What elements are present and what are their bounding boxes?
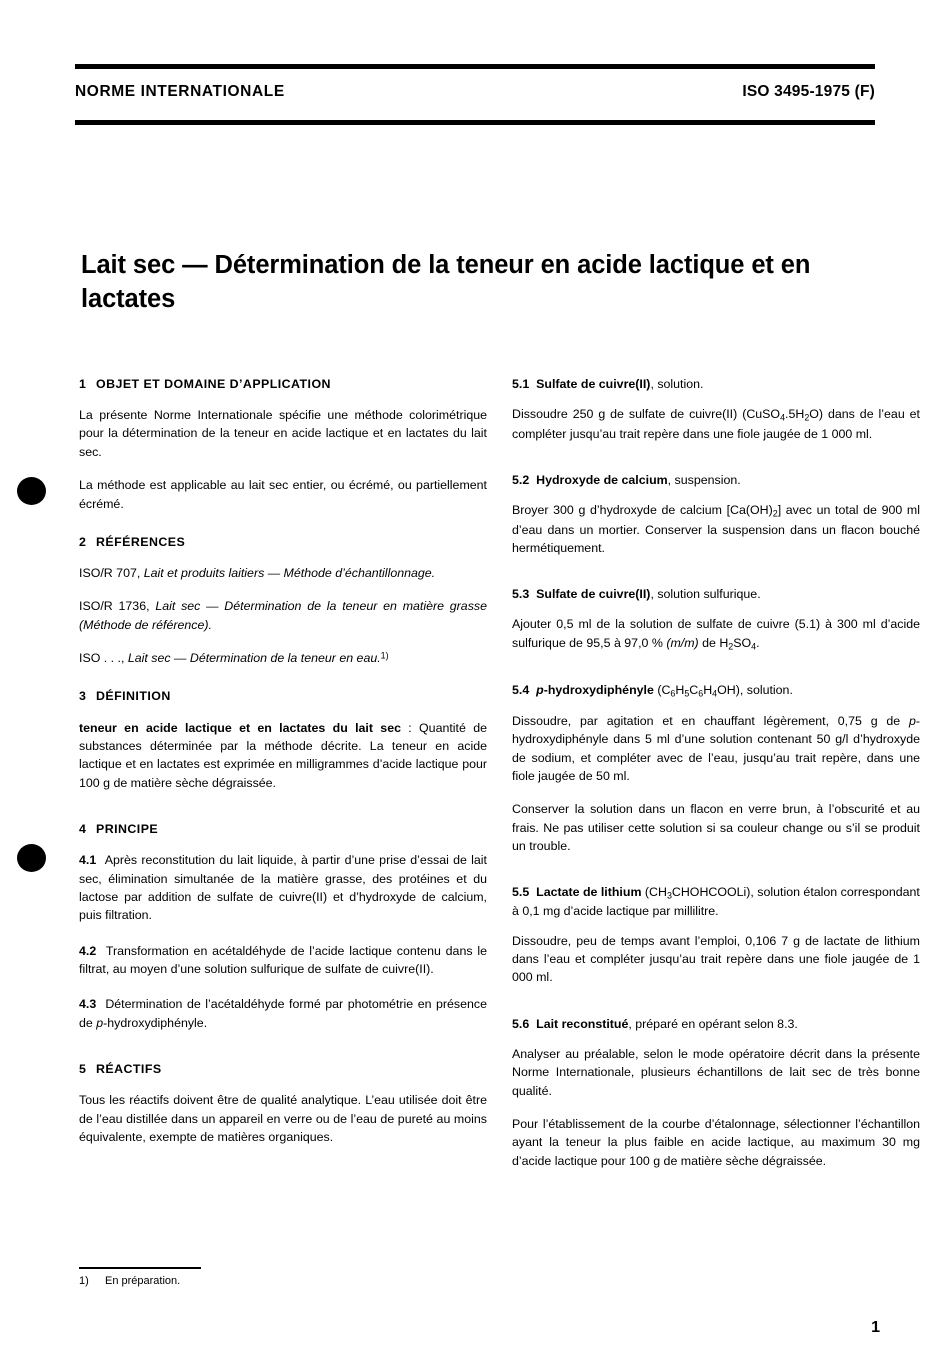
section-title: RÉACTIFS (96, 1062, 162, 1077)
subsection-5-1-body (512, 405, 920, 443)
chemical-prefix-italic: p (96, 1015, 104, 1030)
section-title: OBJET ET DOMAINE D’APPLICATION (96, 377, 331, 391)
subsection-heading-5-5 (512, 884, 920, 920)
subsection-number: 5.4 (512, 683, 530, 698)
subscript: 2 (772, 508, 778, 519)
formula-part: H (675, 683, 685, 698)
reagent-name: Lactate de lithium (536, 885, 642, 900)
text-part: Dissoudre, par agitation et en chauffant légèrement, 0,75 g de (512, 713, 909, 728)
text-part: O) dans de l’eau et compléter jusqu’au trait repère dans une fiole jaugée de 1 000 ml. (512, 406, 920, 441)
header-rule-bottom (75, 120, 875, 125)
reagent-name: Lait reconstitué (536, 1016, 629, 1031)
reference-item (79, 597, 487, 634)
reagent-form: , solution étalon correspondant à 0,1 mg d’acide lactique par millilitre. (512, 885, 920, 918)
formula-part: CHOHCOOLi) (671, 885, 751, 900)
reagent-name: Sulfate de cuivre(II) (536, 587, 651, 602)
text-part: SO (733, 635, 752, 650)
section-title: DÉFINITION (96, 689, 171, 704)
section1-paragraph-2: La méthode est applicable au lait sec entier, ou écrémé, ou partiellement écrémé. (79, 478, 487, 511)
text-part: Ajouter 0,5 ml de la solution de sulfate de cuivre (5.1) à 300 ml d’acide sulfurique de 95,5 à 97,0 % (512, 617, 920, 650)
definition-paragraph (79, 719, 487, 792)
reagent-form: , suspension. (667, 473, 741, 488)
subscript: 5 (684, 688, 690, 699)
subscript: 4 (751, 641, 757, 652)
subsection-5-4-body-1 (512, 712, 920, 785)
section-number: 4 (79, 822, 87, 837)
subsection-heading-5-2 (512, 472, 920, 490)
reference-title: Lait et produits laitiers — Méthode d’échantillonnage. (143, 566, 436, 581)
section-title: PRINCIPE (96, 822, 159, 837)
footnote-text: En préparation. (105, 1275, 181, 1287)
section-number: 3 (79, 689, 87, 704)
clause-text: Transformation en acétaldéhyde de l’acide lactique contenu dans le filtrat, au moyen d’une solution sulfurique de sulfate de cuivre(II). (79, 943, 487, 976)
reagent-name: Sulfate de cuivre(II) (536, 377, 651, 391)
subsection-heading-5-1 (512, 376, 920, 394)
section5-paragraph-1: Tous les réactifs doivent être de qualité analytique. L’eau utilisée doit être de l’eau distillée dans un appareil en verre ou de l’eau de pureté au moins équivalente, exempte de matières organiques. (79, 1093, 487, 1144)
definition-text: : Quantité de substances déterminée par la méthode décrite. La teneur en acide lactique et en lactates est exprimée en milligrammes d’acide lactique pour 100 g de matière sèche dégraissée. (79, 720, 487, 790)
page-number: 1 (871, 1319, 880, 1336)
reagent-form: , solution. (739, 683, 793, 698)
margin-dot-marker (17, 844, 46, 872)
section1-paragraph-1: La présente Norme Internationale spécifie une méthode colorimétrique pour la détermination de la teneur en acide lactique et en lactates du lait sec. (79, 408, 487, 459)
text-part: .5H (785, 406, 805, 421)
reference-code: ISO/R 1736, (79, 599, 156, 614)
clause-4-1 (79, 851, 487, 924)
reference-code: ISO/R 707, (79, 566, 144, 581)
footnote-marker: 1) (380, 650, 389, 661)
text-part: . (756, 635, 760, 650)
footnote (79, 1274, 180, 1289)
subsection-5-4-body-2: Conserver la solution dans un flacon en verre brun, à l’obscurité et au frais. Ne pas utiliser cette solution si sa couleur change ou s’il se produit un trouble. (512, 802, 920, 854)
clause-number: 4.1 (79, 853, 97, 868)
footnote-number: 1) (79, 1275, 89, 1287)
header-rule-top (75, 64, 875, 69)
section-heading-1 (79, 376, 487, 392)
clause-text: Après reconstitution du lait liquide, à partir d’une prise d’essai de lait sec, élimination simultanée de la matière grasse, des protéines et du lactose par addition de sulfate de cuivre(II) et d’hydroxyde de calcium, puis filtration. (79, 853, 487, 923)
subscript: 6 (670, 688, 676, 699)
section-number: 2 (79, 534, 87, 549)
margin-dot-marker (17, 477, 46, 505)
subsection-number: 5.1 (512, 377, 530, 391)
right-column (512, 376, 920, 1170)
formula-part: H (703, 683, 713, 698)
left-column (79, 376, 487, 1146)
clause-text-cont: -hydroxydiphényle. (103, 1015, 208, 1030)
reagent-form: , préparé en opérant selon 8.3. (628, 1016, 798, 1031)
subsection-5-3-body (512, 615, 920, 653)
clause-4-3 (79, 995, 487, 1032)
text-part: Dissoudre 250 g de sulfate de cuivre(II) (CuSO (512, 406, 781, 421)
subscript: 2 (728, 641, 734, 652)
subscript: 4 (712, 688, 718, 699)
subsection-number: 5.6 (512, 1016, 530, 1031)
subsection-5-6-body-1: Analyser au préalable, selon le mode opératoire décrit dans la présente Norme Internationale, plusieurs échantillons de lait sec de très bonne qualité. (512, 1046, 920, 1098)
section-heading-5 (79, 1061, 487, 1077)
header-standard-number: ISO 3495-1975 (F) (742, 83, 875, 100)
formula-part: (C (653, 683, 671, 698)
footnote-separator-rule (79, 1267, 201, 1269)
section-heading-4 (79, 821, 487, 837)
formula-part: (CH (641, 885, 667, 900)
subscript: 6 (698, 688, 704, 699)
reference-code: ISO . . ., (79, 651, 128, 666)
reagent-form: , solution. (650, 377, 704, 391)
section-number: 5 (79, 1062, 87, 1077)
chemical-prefix-italic: p (908, 713, 916, 728)
clause-number: 4.3 (79, 997, 97, 1012)
reagent-name: Hydroxyde de calcium (536, 473, 668, 488)
subsection-number: 5.5 (512, 885, 530, 900)
formula-part: C (689, 683, 699, 698)
text-part: de H (698, 635, 729, 650)
text-part: Broyer 300 g d’hydroxyde de calcium [Ca(OH) (512, 503, 773, 518)
section-number: 1 (79, 377, 87, 391)
reagent-form: , solution sulfurique. (650, 587, 761, 602)
subsection-5-2-body (512, 501, 920, 557)
subsection-number: 5.2 (512, 473, 530, 488)
subsection-heading-5-3 (512, 586, 920, 604)
clause-4-2 (79, 942, 487, 979)
reference-item (79, 564, 487, 582)
subsection-heading-5-4 (512, 682, 920, 700)
section-heading-2 (79, 534, 487, 550)
reagent-name: -hydroxydiphényle (543, 683, 654, 698)
section-title: RÉFÉRENCES (96, 534, 186, 549)
subsection-heading-5-6 (512, 1016, 920, 1034)
subscript: 4 (780, 412, 786, 423)
definition-term: teneur en acide lactique et en lactates du lait sec (79, 720, 401, 735)
clause-number: 4.2 (79, 943, 97, 958)
concentration-basis: (m/m) (666, 635, 699, 650)
text-part: -hydroxydiphényle dans 5 ml d’une solution contenant 50 g/l d’hydroxyde de sodium, et compléter avec de l’eau, jusqu’au trait repère, dans une fiole jaugée de 50 ml. (512, 713, 920, 783)
reference-title: Lait sec — Détermination de la teneur en eau. (127, 651, 381, 666)
subsection-5-5-body: Dissoudre, peu de temps avant l’emploi, 0,106 7 g de lactate de lithium dans l’eau et compléter jusqu’au trait repère dans une fiole jaugée de 1 000 ml. (512, 933, 920, 985)
text-part: ] avec un total de 900 ml d’eau dans un mortier. Conserver la suspension dans un flacon bouché hermétiquement. (512, 503, 920, 556)
section-heading-3 (79, 688, 487, 704)
subsection-number: 5.3 (512, 587, 530, 602)
subsection-5-6-body-2: Pour l’établissement de la courbe d’étalonnage, sélectionner l’échantillon ayant la teneur la plus faible en acide lactique, au maximum 30 mg d’acide lactique pour 100 g de matière sèche dégraissée. (512, 1116, 920, 1168)
formula-part: OH) (717, 683, 740, 698)
clause-text: Détermination de l’acétaldéhyde formé par photométrie en présence de (79, 997, 487, 1030)
chemical-prefix-italic: p (536, 683, 544, 698)
subscript: 3 (666, 890, 672, 901)
document-header (75, 83, 875, 101)
reference-item (79, 649, 487, 667)
header-standard-type: NORME INTERNATIONALE (75, 83, 285, 100)
reference-title: Lait sec — Détermination de la teneur en matière grasse (Méthode de référence). (79, 599, 487, 632)
subscript: 2 (804, 412, 810, 423)
page-title: Lait sec — Détermination de la teneur en acide lactique et en lactates (81, 251, 811, 313)
